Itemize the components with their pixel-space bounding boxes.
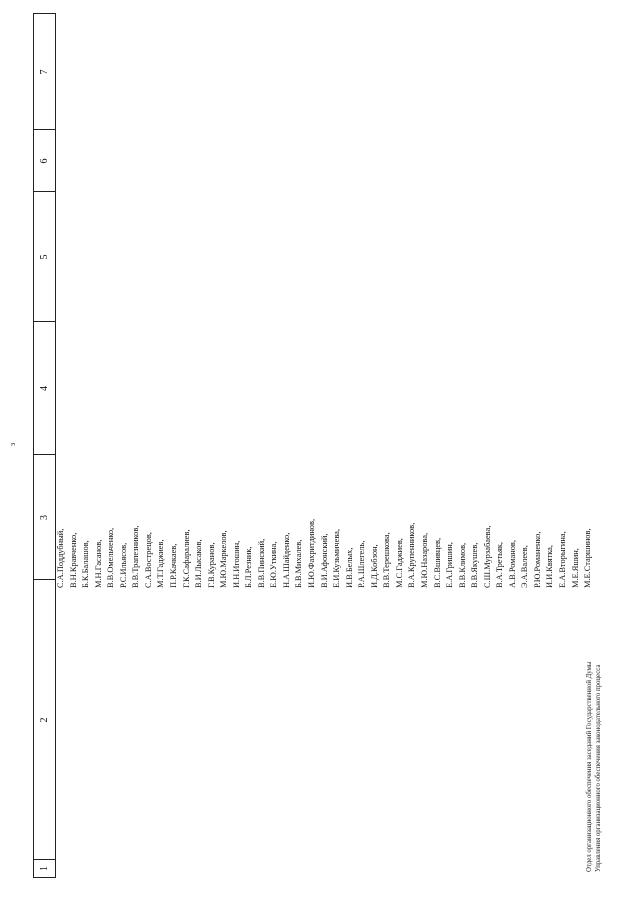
name-entry: Г.К.Сафаралиев,	[181, 529, 191, 588]
name-entry: М.Е.Старшинов,	[583, 528, 593, 588]
name-entry: В.А.Третьяк,	[495, 541, 505, 588]
name-entry: М.Н.Гасанов,	[93, 539, 103, 588]
column-number-4: 4	[39, 386, 50, 391]
name-entry: В.В.Омельченко,	[106, 527, 116, 588]
column-number-7: 7	[39, 69, 50, 75]
column-number-2: 2	[39, 717, 50, 723]
name-entry: И.Н.Игошин,	[231, 540, 241, 588]
name-entry: В.Н.Кравченко,	[68, 532, 78, 588]
column-number-header	[33, 13, 56, 878]
footer-line-1: Отдел организационного обеспечения заседаний Государственной Думы	[586, 661, 593, 872]
name-entry: П.Р.Качкаев,	[168, 543, 178, 588]
name-entry: Б.Л.Резник,	[244, 546, 254, 588]
name-entry: М.Т.Гаджиев,	[156, 539, 166, 588]
name-entry: С.А.Поддубный,	[56, 528, 65, 588]
name-entry: В.С.Вшивцев,	[432, 537, 442, 588]
department-footer	[585, 662, 603, 872]
name-entry: В.А.Крупенников,	[407, 522, 417, 588]
name-entry: М.Е.Яшин,	[570, 548, 580, 588]
name-entry: М.Ю.Маркелов,	[219, 530, 229, 588]
name-entry: Р.Ю.Романенко,	[532, 531, 542, 588]
name-entry: Е.А.Гришин,	[445, 542, 455, 588]
rotated-landscape-content	[0, 13, 640, 878]
footer-line-2: Управления организационного обеспечения законодательного процесса	[595, 664, 602, 872]
name-entry: Н.А.Шайденко,	[281, 532, 291, 588]
column-number-6: 6	[39, 158, 50, 164]
name-entry: Е.Ю.Уткина,	[269, 541, 279, 588]
name-entry: В.В.Трапезников,	[131, 525, 141, 588]
name-entry: Е.А.Вторыгина,	[558, 531, 567, 588]
column-number-1: 1	[39, 866, 50, 871]
name-entry: В.В.Терешкова,	[382, 532, 392, 588]
name-entry: Б.К.Балашов,	[81, 540, 91, 588]
name-entry: М.Ю.Назарова,	[419, 532, 429, 588]
name-entry: Г.В.Куранов,	[206, 542, 216, 588]
name-entry: Р.С.Ильясов,	[118, 542, 128, 588]
name-entry: Р.А.Шлегель,	[357, 540, 367, 588]
deputy-names-list	[56, 500, 596, 588]
name-entry: И.Д.Кобзон,	[369, 544, 379, 588]
name-entry: И.Ю.Фахритдинов,	[307, 518, 316, 588]
name-entry: С.А.Вострецов,	[143, 532, 153, 588]
column-number-3: 3	[39, 515, 50, 520]
name-entry: М.С.Гаджиев,	[394, 538, 404, 588]
name-entry: А.В.Романов,	[507, 540, 517, 588]
name-entry: И.И.Квятка,	[545, 545, 555, 588]
name-entry: В.В.Климов,	[457, 542, 467, 588]
stray-mark: з	[8, 442, 17, 446]
name-entry: В.В.Пинский,	[256, 538, 266, 588]
name-entry: Б.В.Михалев,	[294, 539, 304, 588]
name-entry: И.В.Белых,	[344, 547, 354, 588]
name-entry: Е.И.Кузьмичева,	[332, 529, 342, 588]
name-entry: В.И.Лысаков,	[194, 539, 204, 588]
name-entry: В.И.Афонский,	[319, 533, 329, 588]
column-number-5: 5	[39, 254, 50, 260]
name-entry: В.В.Якушев,	[470, 542, 480, 588]
name-entry: Э.А.Валеев,	[520, 545, 530, 588]
name-entry: С.Ш.Мурзабаева,	[482, 525, 492, 588]
